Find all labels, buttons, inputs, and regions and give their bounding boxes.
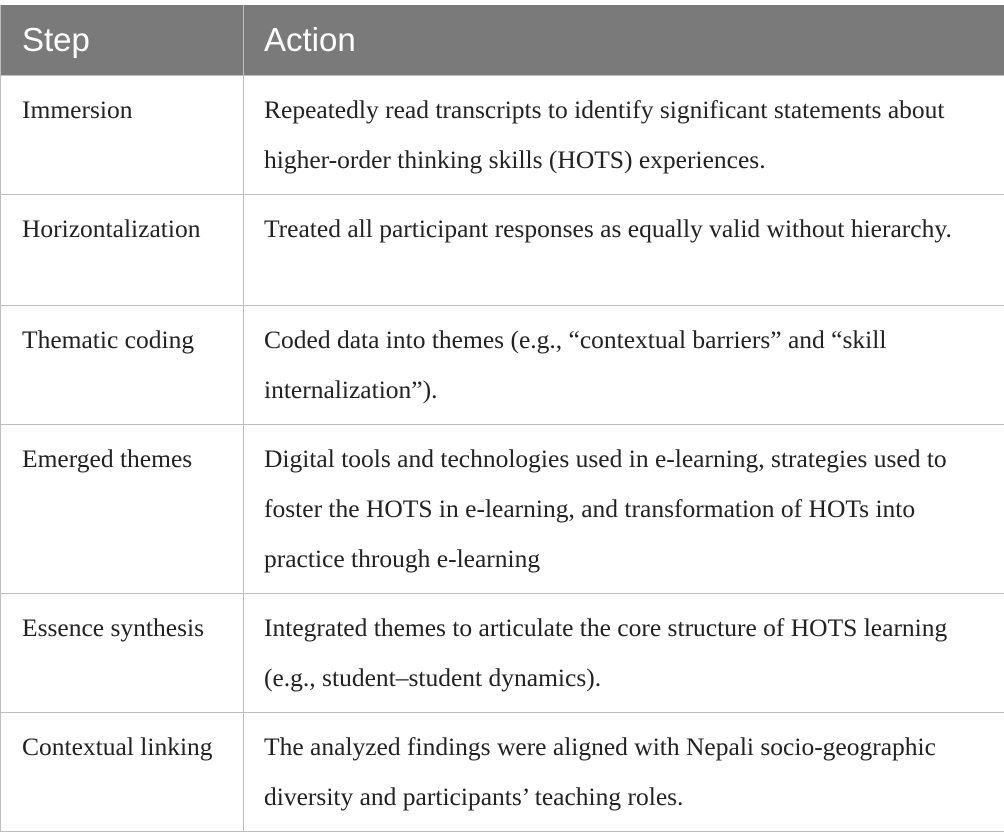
table-header (1, 5, 1004, 75)
table-body (1, 75, 1004, 831)
table-row (1, 593, 1004, 712)
step-cell: Immersion (1, 75, 244, 194)
step-cell: Contextual linking (1, 712, 244, 831)
table-container (0, 5, 1004, 832)
action-cell: Treated all participant responses as equally valid without hierarchy. (244, 194, 1004, 305)
step-cell: Thematic coding (1, 305, 244, 424)
step-cell: Essence synthesis (1, 593, 244, 712)
step-cell: Emerged themes (1, 424, 244, 593)
table-row (1, 712, 1004, 831)
action-cell: Digital tools and technologies used in e-learning, strategies used to foster the HOTS in e-learning, and transformation of HOTs into practice through e-learning (244, 424, 1004, 593)
table-row (1, 305, 1004, 424)
steps-actions-table (0, 5, 1004, 832)
action-cell: The analyzed findings were aligned with Nepali socio-geographic diversity and participants’ teaching roles. (244, 712, 1004, 831)
table-row (1, 194, 1004, 305)
action-cell: Coded data into themes (e.g., “contextual barriers” and “skill internalization”). (244, 305, 1004, 424)
step-cell: Horizontalization (1, 194, 244, 305)
header-row (1, 5, 1004, 75)
table-row (1, 75, 1004, 194)
action-cell: Repeatedly read transcripts to identify significant statements about higher-order thinking skills (HOTS) experiences. (244, 75, 1004, 194)
header-action: Action (244, 5, 1004, 75)
table-row (1, 424, 1004, 593)
action-cell: Integrated themes to articulate the core structure of HOTS learning (e.g., student–student dynamics). (244, 593, 1004, 712)
header-step: Step (1, 5, 244, 75)
